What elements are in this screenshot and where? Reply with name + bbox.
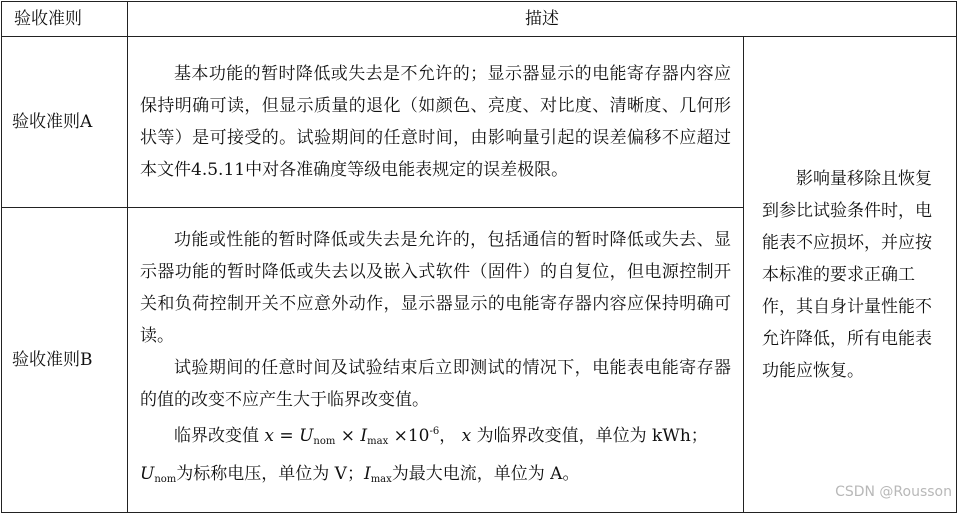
formula-times1: ×: [335, 426, 361, 446]
criterion-b-label: 验收准则B: [2, 208, 128, 513]
header-criterion: 验收准则: [2, 2, 128, 37]
formula-u-sub: nom: [313, 436, 336, 447]
critical-change-formula: [140, 416, 731, 458]
units-text2: 为最大电流，单位为 A。: [391, 464, 580, 484]
acceptance-criteria-table: [1, 1, 957, 513]
formula-prefix: 临界改变值: [174, 426, 259, 446]
criterion-a-description: [128, 37, 744, 208]
formula-x2: x: [461, 426, 472, 446]
units-u: U: [140, 464, 155, 484]
formula-i-sub: max: [367, 436, 389, 447]
units-definition-line: [140, 458, 731, 496]
formula-suffix: 为临界改变值，单位为 kWh；: [471, 426, 708, 446]
criterion-b-description: [128, 208, 744, 513]
header-description: 描述: [128, 2, 957, 37]
formula-i: I: [360, 426, 368, 446]
formula-times2: ×10: [388, 426, 430, 446]
recovery-requirement-text: 影响量移除且恢复到参比试验条件时，电能表不应损坏，并应按本标准的要求正确工作，其自身计量性能不允许降低，所有电能表功能应恢复。: [762, 168, 932, 381]
watermark: CSDN @Rousson: [835, 484, 952, 500]
units-i-sub: max: [370, 474, 392, 485]
formula-eq: =: [274, 426, 300, 446]
criterion-b-para2: 试验期间的任意时间及试验结束后立即测试的情况下，电能表电能寄存器的值的改变不应产生大于临界改变值。: [140, 358, 731, 410]
units-u-sub: nom: [154, 474, 177, 485]
units-i: I: [363, 464, 371, 484]
criterion-b-para1: 功能或性能的暂时降低或失去是允许的，包括通信的暂时降低或失去、显示器功能的暂时降低或失去以及嵌入式软件（固件）的自复位，但电源控制开关和负荷控制开关不应意外动作，显示器显示的电能寄存器内容应保持明确可读。: [140, 230, 731, 346]
formula-u: U: [299, 426, 314, 446]
criterion-a-text: 基本功能的暂时降低或失去是不允许的；显示器显示的电能寄存器内容应保持明确可读，但显示质量的退化（如颜色、亮度、对比度、清晰度、几何形状等）是可接受的。试验期间的任意时间，由影响量引起的误差偏移不应超过本文件4.5.11中对各准确度等级电能表规定的误差极限。: [140, 64, 731, 180]
table-row-criterion-a: [2, 37, 957, 208]
formula-x: x: [264, 426, 274, 446]
formula-sep: ，: [439, 426, 457, 446]
table-header-row: [2, 2, 957, 37]
criterion-a-label: 验收准则A: [2, 37, 128, 208]
recovery-requirement-cell: [744, 37, 957, 513]
units-text1: 为标称电压，单位为 V；: [176, 464, 364, 484]
formula-exp: -6: [429, 426, 440, 437]
